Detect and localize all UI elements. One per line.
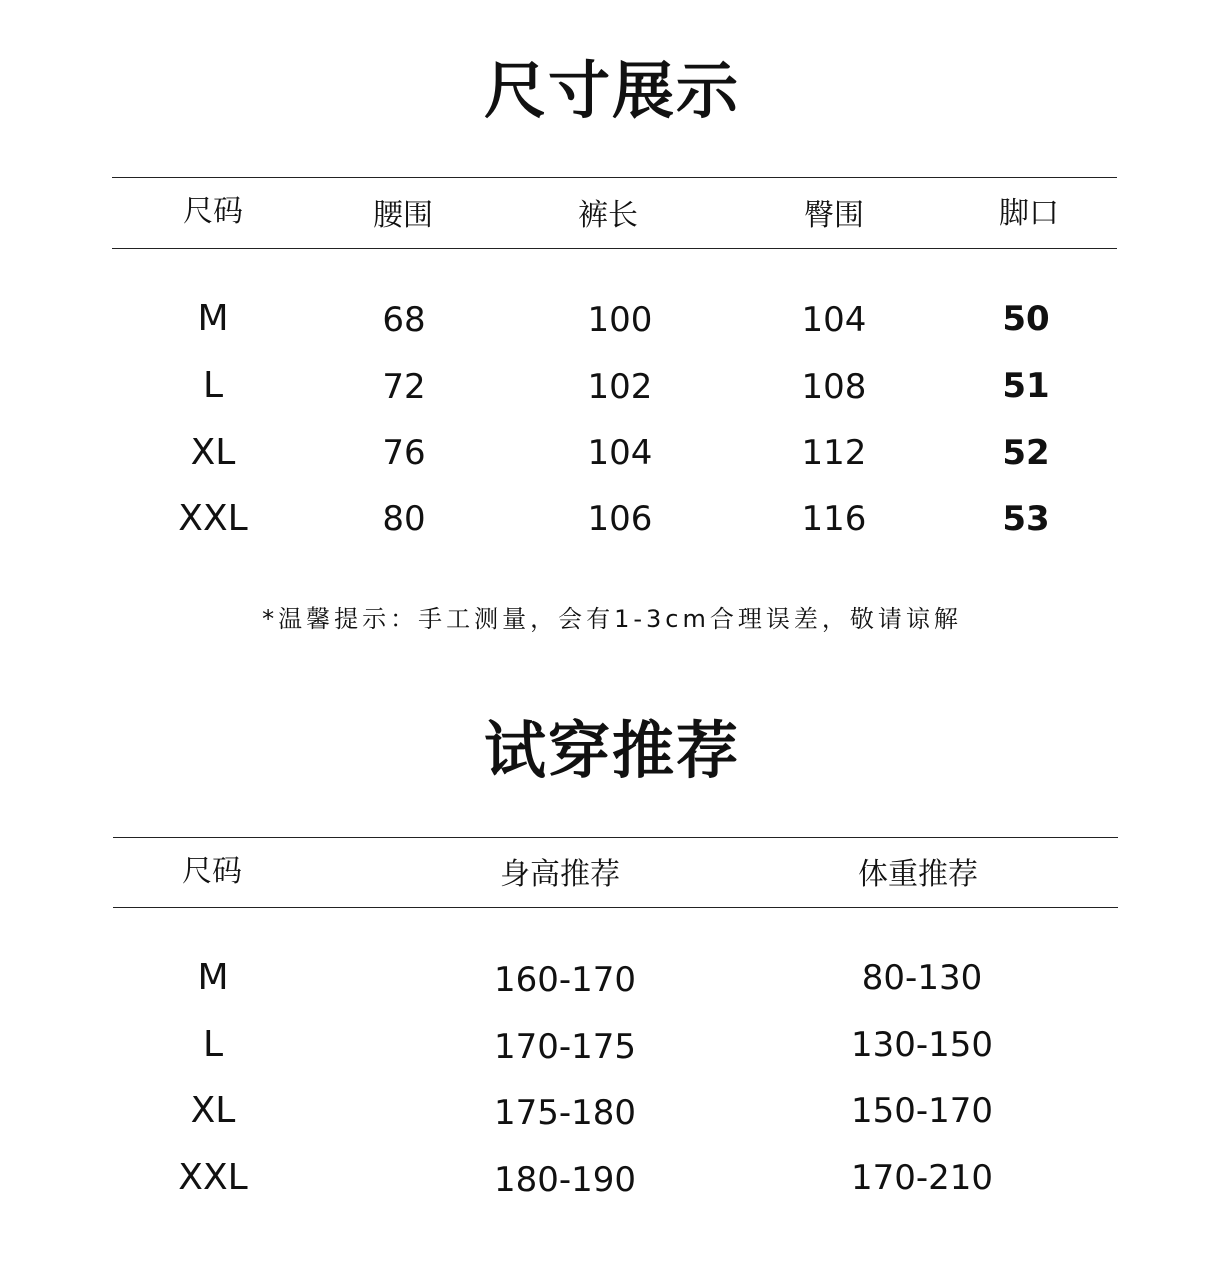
leg-opening-cell: 53: [1002, 499, 1050, 539]
weight-cell: 150-170: [850, 1091, 994, 1131]
length-cell: 104: [587, 433, 653, 473]
header-waist: 腰围: [373, 198, 433, 233]
size-cell: XL: [190, 1090, 236, 1131]
leg-opening-cell: 51: [1002, 366, 1050, 406]
length-cell: 102: [587, 367, 653, 407]
size-cell: L: [202, 1024, 224, 1065]
hip-cell: 116: [801, 499, 867, 539]
size-cell: M: [197, 298, 229, 339]
size-cell: M: [197, 957, 229, 998]
length-cell: 100: [587, 300, 653, 340]
header-size: 尺码: [183, 194, 243, 229]
size-cell: XXL: [178, 498, 248, 539]
weight-cell: 80-130: [861, 958, 983, 998]
height-cell: 170-175: [493, 1027, 637, 1067]
height-cell: 175-180: [493, 1093, 637, 1133]
waist-cell: 76: [382, 433, 426, 473]
leg-opening-cell: 52: [1002, 433, 1050, 473]
height-cell: 160-170: [493, 960, 637, 1000]
size-chart-top-rule: [112, 177, 1117, 178]
size-chart-title: 尺寸展示: [483, 54, 740, 127]
weight-cell: 170-210: [850, 1158, 994, 1198]
leg-opening-cell: 50: [1002, 299, 1050, 339]
size-cell: L: [202, 365, 224, 406]
waist-cell: 80: [382, 499, 426, 539]
waist-cell: 72: [382, 367, 426, 407]
header-hip: 臀围: [804, 198, 864, 233]
length-cell: 106: [587, 499, 653, 539]
header-leg-opening: 脚口: [999, 196, 1059, 231]
hip-cell: 104: [801, 300, 867, 340]
weight-cell: 130-150: [850, 1025, 994, 1065]
fit-recommendation-title: 试穿推荐: [483, 714, 740, 787]
header-length: 裤长: [578, 198, 638, 233]
header-weight: 体重推荐: [858, 857, 978, 892]
waist-cell: 68: [382, 300, 426, 340]
header-size: 尺码: [182, 854, 242, 889]
size-chart-header-rule: [112, 248, 1117, 249]
fit-table-top-rule: [113, 837, 1118, 838]
height-cell: 180-190: [493, 1160, 637, 1200]
size-cell: XL: [190, 432, 236, 473]
measurement-note: *温馨提示：手工测量，会有1-3cm合理误差，敬请谅解: [262, 605, 962, 633]
hip-cell: 112: [801, 433, 867, 473]
hip-cell: 108: [801, 367, 867, 407]
fit-table-header-rule: [113, 907, 1118, 908]
header-height: 身高推荐: [500, 857, 620, 892]
size-cell: XXL: [178, 1157, 248, 1198]
